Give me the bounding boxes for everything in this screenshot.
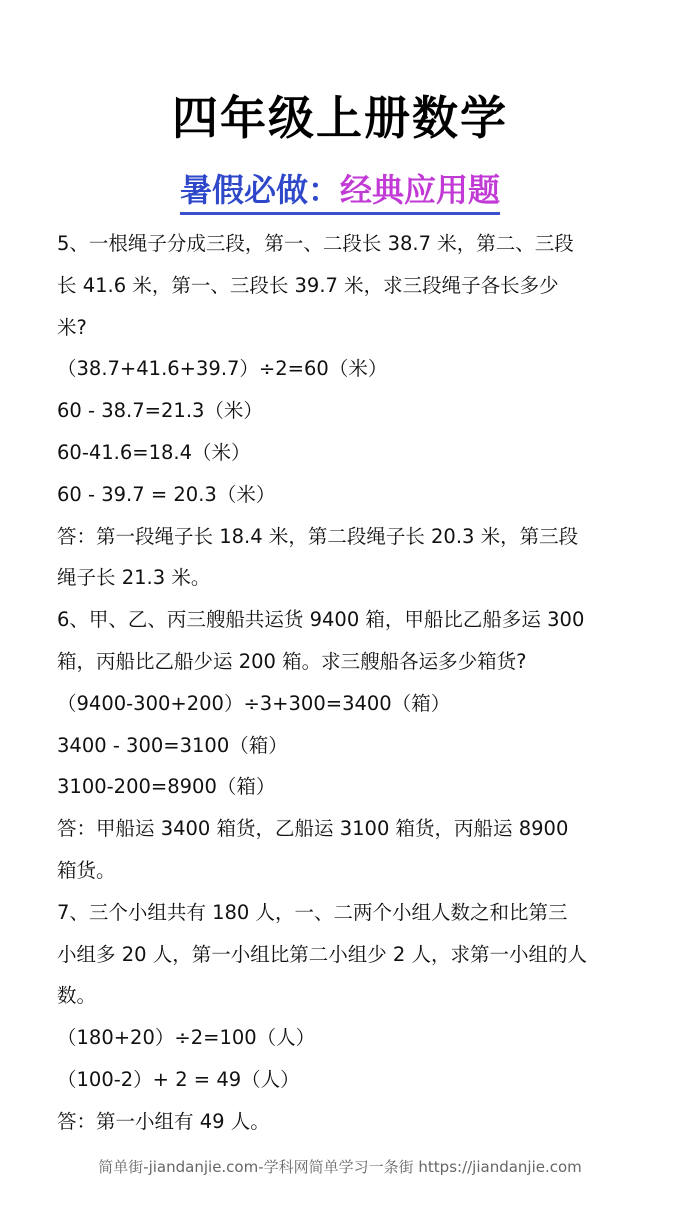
- problem-6-step: （9400-300+200）÷3+300=3400（箱）: [57, 691, 451, 715]
- problem-5-answer: 绳子长 21.3 米。: [57, 566, 211, 590]
- problem-5-step: 60 - 38.7=21.3（米）: [57, 399, 263, 423]
- problem-7-step: （100-2）+ 2 = 49（人）: [57, 1067, 300, 1091]
- problem-5-step: 60 - 39.7 = 20.3（米）: [57, 482, 276, 506]
- problem-5-text: 长 41.6 米，第一、三段长 39.7 米，求三段绳子各长多少: [57, 273, 559, 297]
- problem-6-answer: 答：甲船运 3400 箱货，乙船运 3100 箱货，丙船运 8900: [57, 817, 569, 841]
- problem-6-text: 6、甲、乙、丙三艘船共运货 9400 箱，甲船比乙船多运 300: [57, 608, 585, 632]
- subtitle-part-summer: 暑假必做：: [179, 171, 340, 209]
- problem-7-text: 数。: [57, 984, 97, 1008]
- problem-6-answer: 箱货。: [57, 858, 116, 882]
- subtitle-part-classic: 经典应用题: [340, 171, 501, 209]
- problem-5-step: 60-41.6=18.4（米）: [57, 440, 251, 464]
- problem-6-text: 箱，丙船比乙船少运 200 箱。求三艘船各运多少箱货?: [57, 649, 527, 673]
- problem-5-text: 米?: [57, 315, 87, 339]
- page-title: 四年级上册数学: [172, 91, 508, 145]
- problem-7-step: （180+20）÷2=100（人）: [57, 1026, 316, 1050]
- footer-source-link[interactable]: 简单街-jiandanjie.com-学科网简单学习一条街 https://jiandanjie.com: [98, 1158, 582, 1176]
- problem-5-text: 5、一根绳子分成三段，第一、二段长 38.7 米，第二、三段: [57, 232, 574, 255]
- problem-7-text: 小组多 20 人，第一小组比第二小组少 2 人，求第一小组的人: [57, 942, 588, 966]
- subtitle-underline: [180, 168, 500, 215]
- problem-content: [57, 223, 632, 1143]
- page-subtitle: [0, 166, 680, 215]
- problem-6-step: 3400 - 300=3100（箱）: [57, 733, 288, 757]
- problem-7-answer: 答：第一小组有 49 人。: [57, 1109, 270, 1133]
- problem-5-step: （38.7+41.6+39.7）÷2=60（米）: [57, 357, 388, 381]
- problem-7-text: 7、三个小组共有 180 人，一、二两个小组人数之和比第三: [57, 900, 568, 924]
- problem-5-answer: 答：第一段绳子长 18.4 米，第二段绳子长 20.3 米，第三段: [57, 524, 579, 548]
- problem-6-step: 3100-200=8900（箱）: [57, 775, 276, 799]
